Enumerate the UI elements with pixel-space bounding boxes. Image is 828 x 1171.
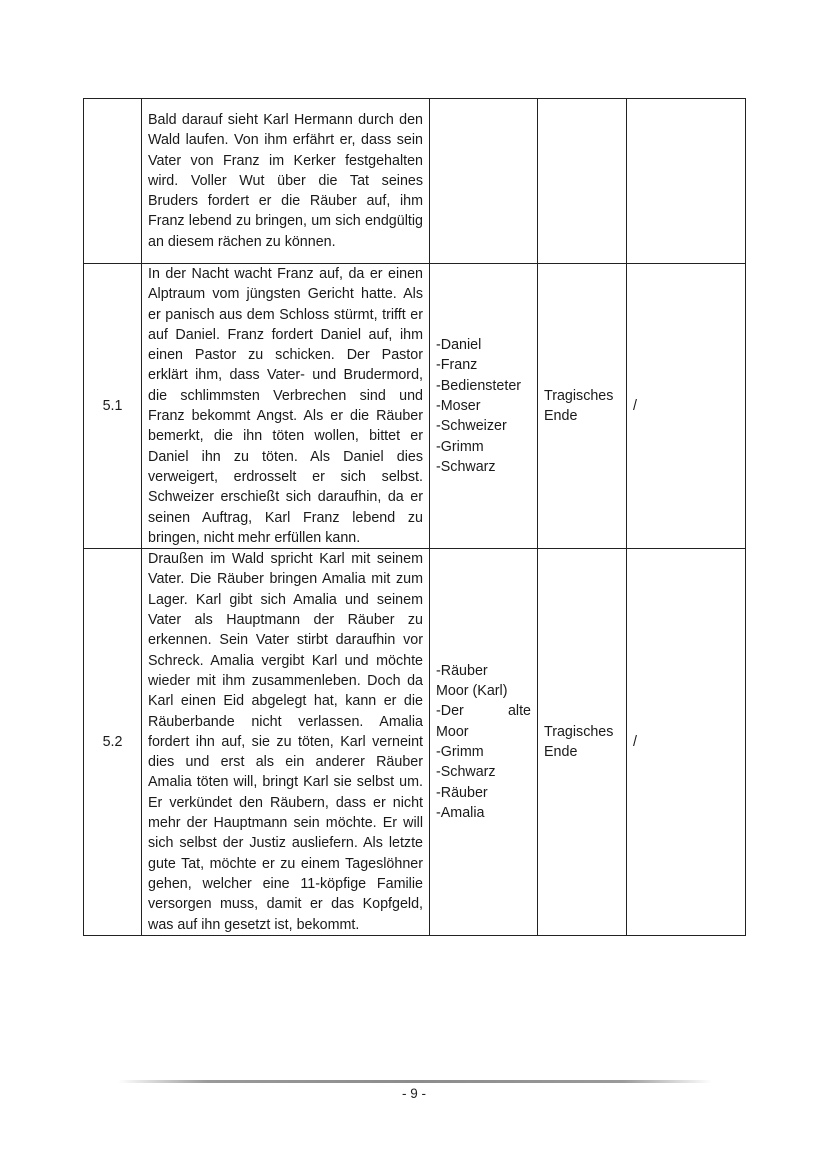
meaning-cell: Tragisches Ende <box>538 549 627 936</box>
quote-cell <box>627 99 746 264</box>
page-number: - 9 - <box>401 1086 426 1101</box>
persons-cell <box>430 264 538 549</box>
person-item: -Der alte <box>436 703 531 720</box>
person-item: -Grimm <box>436 743 484 760</box>
person-item: -Räuber <box>436 784 488 801</box>
footer-divider <box>118 1080 712 1083</box>
person-item: -Schwarz <box>436 458 496 475</box>
person-item: Moor (Karl) <box>436 683 508 700</box>
person-item: -Räuber <box>436 662 488 679</box>
scene-table <box>83 98 746 936</box>
table-row <box>84 264 746 549</box>
person-item: -Schwarz <box>436 764 496 781</box>
act-cell: 5.2 <box>84 549 142 936</box>
persons-cell <box>430 99 538 264</box>
person-item: -Daniel <box>436 337 482 354</box>
meaning-cell: Tragisches Ende <box>538 264 627 549</box>
content-cell: Draußen im Wald spricht Karl mit seinem Vater. Die Räuber bringen Amalia mit zum Lager. Karl gibt sich Amalia und seinem Vater als Hauptmann der Räuber zu erkennen. Sein Vater stirbt daraufhin vor Schreck. Amalia vergibt Karl und möchte wieder mit ihm zusammenleben. Doch da Karl einen Eid abgelegt hat, kann er die Räuberbande nicht verlassen. Amalia fordert ihn auf, sie zu töten, Karl verneint dies und erst als ein anderer Räuber Amalia töten will, bringt Karl sie selbst um. Er verkündet den Räubern, dass er nicht mehr der Hauptmann sein möchte. Er will sich selbst der Justiz ausliefern. Als letzte gute Tat, möchte er zu einem Tageslöhner gehen, welcher eine 11-köpfige Familie versorgen muss, damit er das Kopfgeld, was auf ihn gesetzt ist, bekommt. <box>142 549 430 936</box>
act-cell <box>84 99 142 264</box>
quote-cell: / <box>627 264 746 549</box>
meaning-cell <box>538 99 627 264</box>
person-item: -Grimm <box>436 438 484 455</box>
person-item: Moor <box>436 723 469 740</box>
table-row <box>84 99 746 264</box>
person-item: -Moser <box>436 397 481 414</box>
person-item: -Bediensteter <box>436 377 522 394</box>
table-row <box>84 549 746 936</box>
persons-cell <box>430 549 538 936</box>
person-item: -Franz <box>436 357 478 374</box>
quote-cell: / <box>627 549 746 936</box>
person-item: -Schweizer <box>436 418 507 435</box>
content-cell: Bald darauf sieht Karl Hermann durch den Wald laufen. Von ihm erfährt er, dass sein Vater von Franz im Kerker festgehalten wird. Voller Wut über die Tat seines Bruders fordert er die Räuber auf, ihm Franz lebend zu bringen, um sich endgültig an diesem rächen zu können. <box>142 99 430 264</box>
content-cell: In der Nacht wacht Franz auf, da er einen Alptraum vom jüngsten Gericht hatte. Als er panisch aus dem Schloss stürmt, trifft er auf Daniel. Franz fordert Daniel auf, ihm einen Pastor zu schicken. Der Pastor erklärt ihm, dass Vater- und Brudermord, die schlimmsten Verbrechen sind und Franz bekommt Angst. Als er die Räuber bemerkt, die ihn töten wollen, bittet er Daniel ihn zu töten. Als Daniel dies verweigert, erdrosselt er sich selbst. Schweizer erschießt sich daraufhin, da er seinen Auftrag, Karl Franz lebend zu bringen, nicht mehr erfüllen kann. <box>142 264 430 549</box>
act-cell: 5.1 <box>84 264 142 549</box>
person-item: -Amalia <box>436 804 485 821</box>
